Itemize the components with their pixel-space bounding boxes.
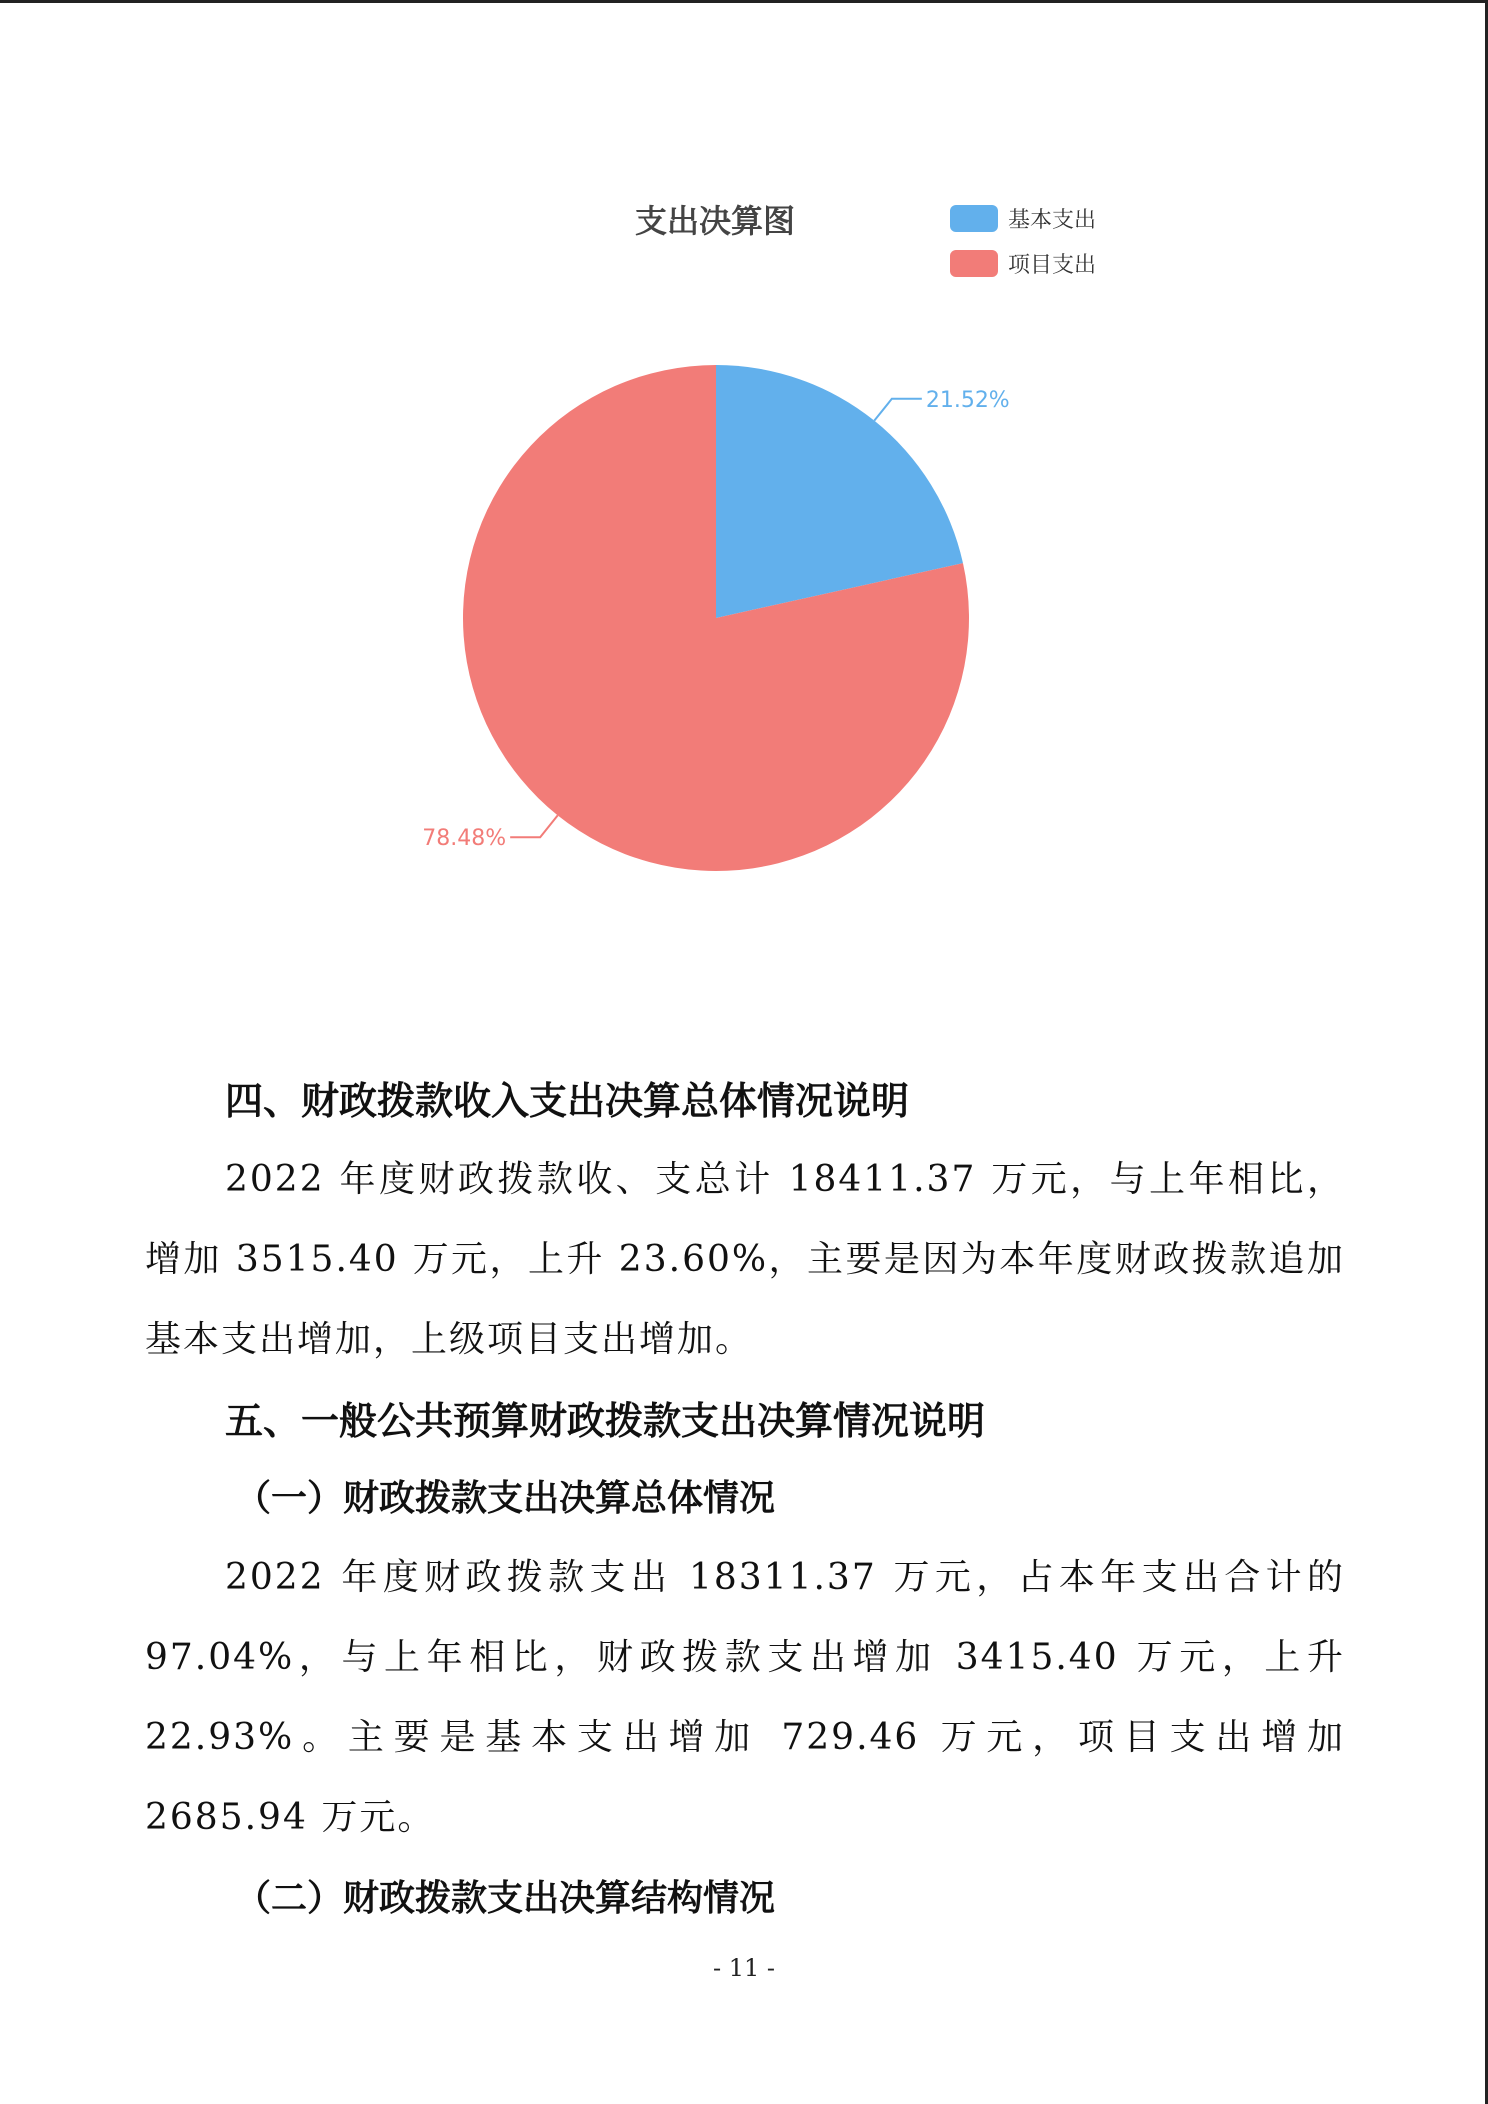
pie-leader-line-0 [874,399,922,421]
page-number: - 11 - [712,1954,775,1982]
section5-sub1-heading: （一）财政拨款支出决算总体情况 [235,1477,776,1519]
chart-title: 支出决算图 [634,202,795,240]
pie-plot-area [0,0,1488,1000]
pie-leader-line-1 [510,815,558,837]
section4-heading: 四、财政拨款收入支出决算总体情况说明 [225,1079,910,1123]
pie-data-label-1: 78.48% [422,826,507,852]
section4-paragraph: 2022 年度财政拨款收、支总计 18411.37 万元，与上年相比，增加 3515.40 万元，上升 23.60%，主要是因为本年度财政拨款追加基本支出增加，上级项目支出增加。 [145,1159,1345,1360]
legend-label-project: 项目支出 [1008,253,1097,278]
legend-label-basic: 基本支出 [1008,208,1097,233]
pie-data-label-0: 21.52% [925,387,1010,413]
section5-sub2-heading: （二）财政拨款支出决算结构情况 [235,1877,776,1919]
expenditure-pie-chart [0,0,1488,1000]
section5-sub1-paragraph: 2022 年度财政拨款支出 18311.37 万元，占本年支出合计的 97.04%，与上年相比，财政拨款支出增加 3415.40 万元，上升 22.93%。主要是基本支出增加 729.46 万元，项目支出增加 2685.94 万元。 [145,1557,1345,1838]
section5-heading: 五、一般公共预算财政拨款支出决算情况说明 [225,1399,986,1443]
